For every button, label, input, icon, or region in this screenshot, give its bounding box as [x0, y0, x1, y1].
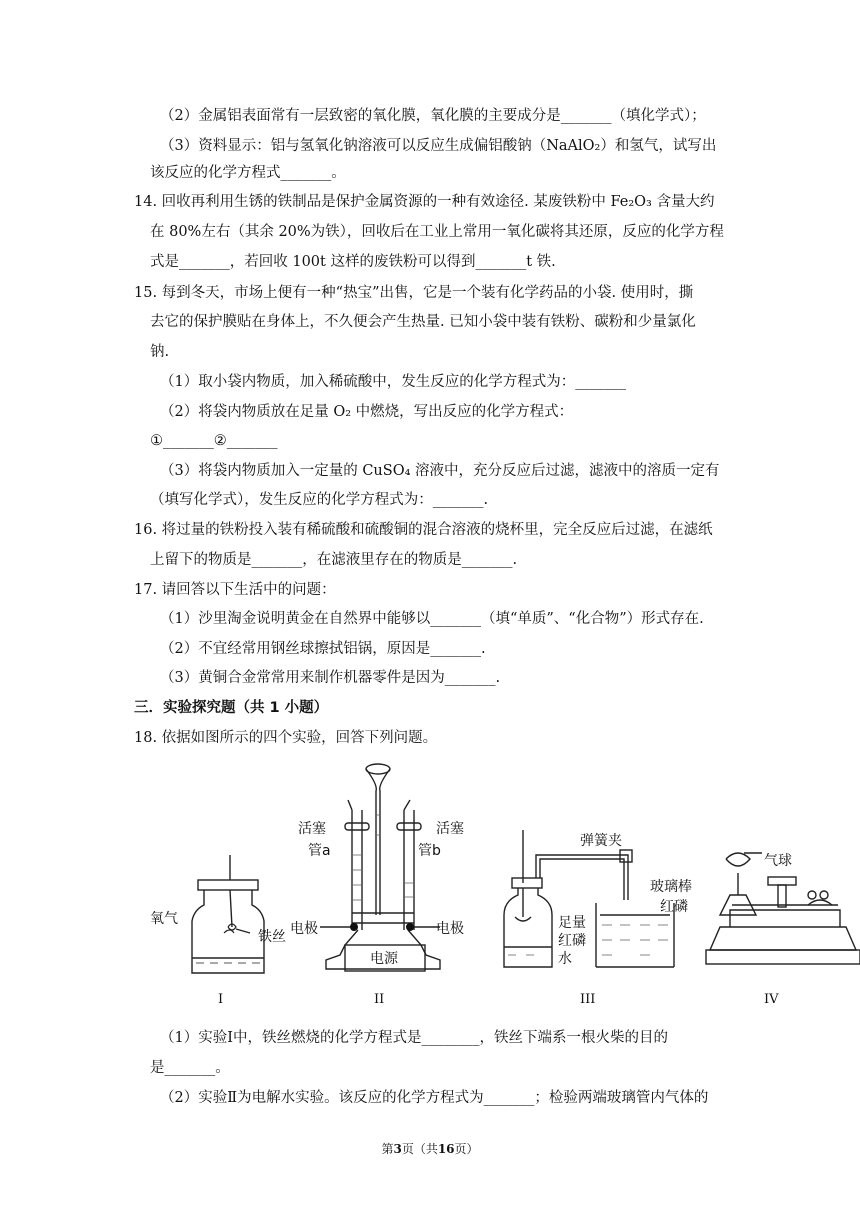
label-electrode-right: 电极	[436, 921, 464, 937]
label-red-phosphorus: 红磷	[558, 933, 586, 949]
label-oxygen: 氧气	[150, 911, 178, 927]
footer-suffix: 页）	[454, 1142, 479, 1156]
phosphorus-setup	[504, 830, 674, 967]
footer-prefix: 第	[381, 1142, 394, 1156]
line-q18-2: （2）实验Ⅱ为电解水实验。该反应的化学方程式为_______；检验两端玻璃管内气体的	[160, 1090, 709, 1106]
roman-1: I	[218, 992, 224, 1007]
footer-page: 3	[393, 1142, 402, 1156]
line-q15-3b: （填写化学式），发生反应的化学方程式为：_______.	[150, 492, 489, 508]
line-q16-a: 16. 将过量的铁粉投入装有稀硫酸和硫酸铜的混合溶液的烧杯里，完全反应后过滤，在滤纸	[134, 522, 713, 538]
line-q13-3a: （3）资料显示：铝与氢氧化钠溶液可以反应生成偏铝酸钠（NaAlO₂）和氢气，试写出	[160, 138, 717, 154]
label-plug-left: 活塞	[298, 821, 326, 837]
line-q17-1: （1）沙里淘金说明黄金在自然界中能够以_______（填“单质”、“化合物”）形式存在.	[160, 611, 704, 627]
line-q15-1: （1）取小袋内物质，加入稀硫酸中，发生反应的化学方程式为：_______	[160, 374, 626, 390]
line-q15-3a: （3）将袋内物质加入一定量的 CuSO₄ 溶液中，充分反应后过滤，滤液中的溶质一定有	[160, 463, 720, 479]
line-q18: 18. 依据如图所示的四个实验，回答下列问题。	[134, 730, 438, 746]
label-iron-wire: 铁丝	[258, 929, 286, 945]
label-spring-clip: 弹簧夹	[580, 833, 622, 849]
experiment-figure	[140, 755, 860, 1015]
line-q14-a: 14. 回收再利用生锈的铁制品是保护金属资源的一种有效途径. 某废铁粉中 Fe₂O₃ 含量大约	[134, 194, 715, 210]
footer-mid: 页（共	[401, 1142, 438, 1156]
line-q14-c: 式是_______，若回收 100t 这样的废铁粉可以得到_______t 铁.	[150, 254, 556, 270]
label-balloon: 气球	[764, 853, 792, 869]
label-red-phosphorus-2: 红磷	[660, 899, 688, 915]
page-footer	[0, 1140, 860, 1157]
section-heading: 三．实验探究题（共 1 小题）	[134, 700, 329, 716]
roman-3: III	[580, 992, 596, 1007]
oxygen-bottle	[192, 855, 264, 973]
line-q15-a: 15. 每到冬天，市场上便有一种“热宝”出售，它是一个装有化学药品的小袋. 使用时，撕	[134, 285, 694, 301]
line-q15-b: 去它的保护膜贴在身体上，不久便会产生热量. 已知小袋中装有铁粉、碳粉和少量氯化	[150, 314, 696, 330]
roman-2: II	[374, 992, 385, 1007]
line-q18-1a: （1）实验Ⅰ中，铁丝燃烧的化学方程式是________，铁丝下端系一根火柴的目的	[160, 1030, 668, 1046]
line-q16-b: 上留下的物质是_______，在滤液里存在的物质是_______.	[150, 552, 518, 568]
label-tube-b: 管b	[418, 843, 441, 859]
line-q17-2: （2）不宜经常用钢丝球擦拭铝锅，原因是_______.	[160, 641, 486, 657]
label-glass-rod: 玻璃棒	[650, 879, 692, 895]
beaker-water	[508, 925, 668, 955]
label-tube-a: 管a	[308, 843, 331, 859]
line-q13-2: （2）金属铝表面常有一层致密的氧化膜，氧化膜的主要成分是_______（填化学式）；	[160, 108, 706, 124]
line-q18-1b: 是_______。	[150, 1060, 230, 1076]
line-q13-3b: 该反应的化学方程式_______。	[150, 165, 346, 181]
footer-total: 16	[437, 1142, 455, 1156]
line-q15-c: 钠.	[150, 344, 170, 360]
roman-4: IV	[764, 992, 779, 1007]
label-electrode-left: 电极	[290, 921, 318, 937]
label-power-supply: 电源	[370, 951, 398, 967]
balance-apparatus	[706, 853, 860, 964]
line-q17: 17. 请回答以下生活中的问题：	[134, 582, 336, 598]
line-q14-b: 在 80%左右（其余 20%为铁），回收后在工业上常用一氧化碳将其还原，反应的化学方程	[150, 224, 724, 240]
line-q15-2: （2）将袋内物质放在足量 O₂ 中燃烧，写出反应的化学方程式：	[160, 404, 574, 420]
label-plug-right: 活塞	[436, 821, 464, 837]
electrolysis-apparatus	[320, 764, 440, 971]
label-enough: 足量	[558, 915, 586, 931]
line-q15-2-blanks: ①_______②_______	[150, 433, 278, 449]
label-water: 水	[558, 951, 572, 967]
line-q17-3: （3）黄铜合金常常用来制作机器零件是因为_______.	[160, 670, 501, 686]
